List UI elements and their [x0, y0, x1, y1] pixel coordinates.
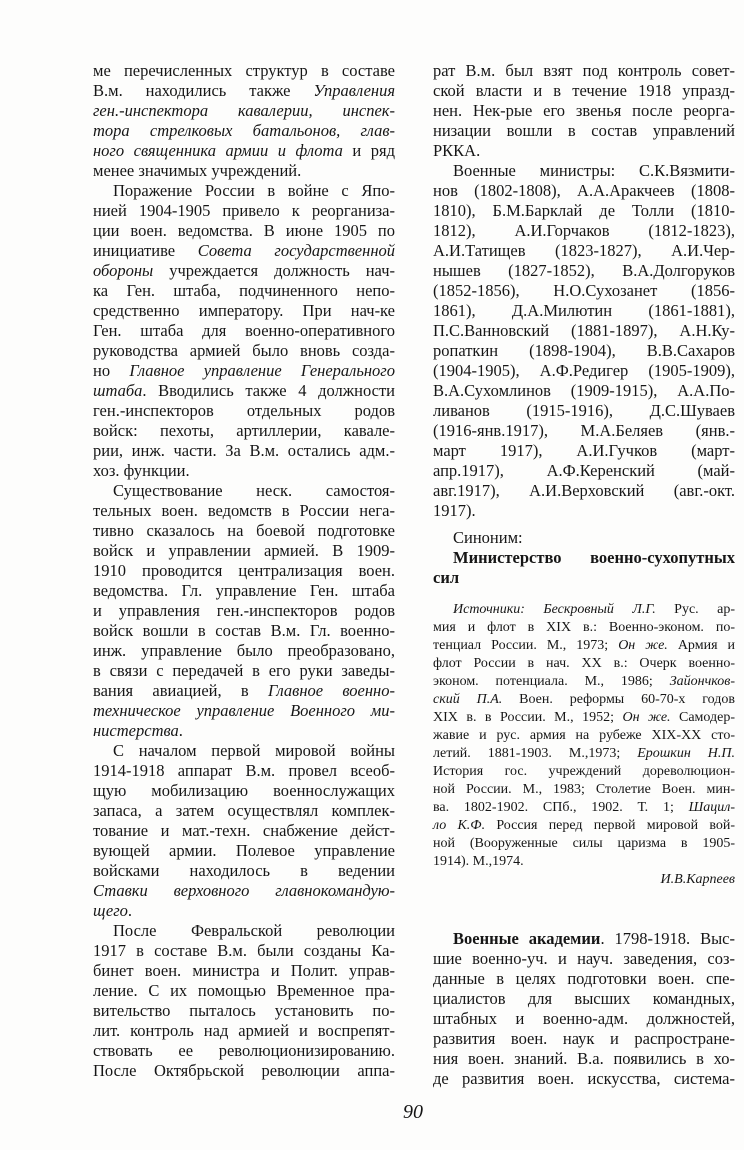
text-line: Синоним:	[453, 528, 523, 547]
text-line: Существование неск. самостоя-	[113, 481, 395, 500]
text-line: ропаткин (1898-1904), В.В.Сахаров	[433, 341, 735, 360]
text-line: летий. 1881-1903. М.,1973; Ерошкин Н.П.	[433, 746, 735, 761]
text-line: эконом. потенциала. М., 1986; Зайончков-	[433, 674, 735, 689]
text-line: бинет воен. министра и Полит. управ-	[93, 961, 395, 980]
text-line: (1916-янв.1917), М.А.Беляев (янв.-	[433, 421, 735, 440]
text-line: штабных и военно-адм. должностей,	[433, 1009, 735, 1028]
paragraph-author	[433, 871, 735, 889]
right-column	[433, 61, 735, 1089]
page-number: 90	[403, 1101, 423, 1123]
text-line: жавие и рус. армия на рубеже XIX-XX сто-	[433, 728, 735, 743]
text-line: 1861), Д.А.Милютин (1861-1881),	[433, 301, 735, 320]
text-line: тование и мат.-техн. снабжение дейст-	[93, 821, 395, 840]
text-line: де развития воен. искусства, система-	[433, 1069, 735, 1088]
text-line: рат В.м. был взят под контроль совет-	[433, 61, 735, 80]
text-line: войсками находилось в ведении	[93, 861, 395, 880]
text-line: Ставки верховного главнокомандую-	[93, 881, 395, 900]
text-line: ного священника армии и флота и ряд	[93, 141, 395, 160]
text-line: но Главное управление Генерального	[93, 361, 395, 380]
text-line: руководства армией было вновь созда-	[93, 341, 395, 360]
text-line: После Октябрьской революции аппа-	[93, 1061, 395, 1080]
text-line: рии, инж. части. За В.м. остались адм.-	[93, 441, 395, 460]
text-line: ния воен. знаний. В.а. появились в хо-	[433, 1049, 735, 1068]
paragraph-body	[433, 161, 735, 521]
text-line: Военные академии. 1798-1918. Выс-	[453, 929, 735, 948]
text-line: техническое управление Военного ми-	[93, 701, 395, 720]
paragraph-body	[93, 181, 395, 481]
text-line: Ген. штаба для военно-оперативного	[93, 321, 395, 340]
text-line: шие военно-уч. и науч. заведения, соз-	[433, 949, 735, 968]
text-line: А.И.Татищев (1823-1827), А.И.Чер-	[433, 241, 735, 260]
text-line: апр.1917), А.Ф.Керенский (май-	[433, 461, 735, 480]
text-line: в связи с передачей в его руки заведы-	[93, 661, 395, 680]
text-line: Министерство военно-сухопутных	[453, 548, 735, 567]
text-line: ген.-инспекторов отдельных родов	[93, 401, 395, 420]
text-line: С началом первой мировой войны	[113, 741, 395, 760]
paragraph-body	[93, 481, 395, 741]
text-line: войск: пехоты, артиллерии, кавале-	[93, 421, 395, 440]
text-line: ло К.Ф. Россия перед первой мировой вой-	[433, 818, 735, 833]
text-line: Военные министры: С.К.Вязмити-	[453, 161, 735, 180]
text-line: ва. 1802-1902. СПб., 1902. Т. 1; Шацил-	[433, 800, 735, 815]
text-line: тивно сказалось на боевой подготовке	[93, 521, 395, 540]
text-line: щего.	[93, 901, 133, 920]
paragraph-synonym	[433, 528, 735, 588]
text-line: ной России. М., 1983; Столетие Воен. мин-	[433, 782, 735, 797]
text-line: развития воен. наук и распростране-	[433, 1029, 735, 1048]
text-line: нистерства.	[93, 721, 183, 740]
text-line: сил	[433, 568, 460, 587]
text-line: ление. С их помощью Временное пра-	[93, 981, 395, 1000]
text-line: нышев (1827-1852), В.А.Долгоруков	[433, 261, 735, 280]
text-line: вующей армии. Полевое управление	[93, 841, 395, 860]
text-line: ливанов (1915-1916), Д.С.Шуваев	[433, 401, 735, 420]
text-line: тенциал России. М., 1973; Он же. Армия и	[433, 638, 736, 653]
paragraph-body	[93, 741, 395, 921]
text-line: март 1917), А.И.Гучков (март-	[433, 441, 735, 460]
text-line: флот России в нач. XX в.: Очерк военно-	[433, 656, 735, 671]
text-line: нов (1802-1808), А.А.Аракчеев (1808-	[433, 181, 735, 200]
text-line: В.А.Сухомлинов (1909-1915), А.А.По-	[433, 381, 735, 400]
text-line: войск и управлении армией. В 1909-	[93, 541, 395, 560]
text-line: хоз. функции.	[93, 461, 190, 480]
text-line: вительство пыталось установить по-	[93, 1001, 395, 1020]
text-line: 1917 в составе В.м. были созданы Ка-	[93, 941, 395, 960]
paragraph-sources	[433, 601, 735, 871]
text-line: ка Ген. штаба, подчиненного непо-	[93, 281, 395, 300]
text-line: авг.1917), А.И.Верховский (авг.-окт.	[433, 481, 735, 500]
text-line: ме перечисленных структур в составе	[93, 61, 395, 80]
paragraph-entry	[433, 929, 735, 1089]
text-line: 1910 проводится централизация воен.	[93, 561, 395, 580]
paragraph-body	[93, 61, 395, 181]
text-line: ной (Вооруженные силы царизма в 1905-	[433, 836, 735, 851]
text-line: 1914). М.,1974.	[433, 854, 524, 869]
text-line: циалистов для высших командных,	[433, 989, 735, 1008]
paragraph-body	[433, 61, 735, 161]
text-line: низации вошли в состав управлений	[433, 121, 735, 140]
text-line: запаса, а затем осуществлял комплек-	[93, 801, 395, 820]
text-line: войск вошли в состав В.м. Гл. военно-	[93, 621, 395, 640]
text-line: Источники: Бескровный Л.Г. Рус. ар-	[453, 602, 735, 617]
text-line: щую мобилизацию военнослужащих	[93, 781, 395, 800]
text-line: средственно императору. При нач-ке	[93, 301, 395, 320]
text-line: и управления ген.-инспекторов родов	[93, 601, 395, 620]
text-line: (1852-1856), Н.О.Сухозанет (1856-	[433, 281, 735, 300]
text-line: данные в целях подготовки воен. спе-	[433, 969, 735, 988]
text-line: ведомства. Гл. управление Ген. штаба	[93, 581, 395, 600]
text-line: инициативе Совета государственной	[93, 241, 396, 260]
text-line: 1812), А.И.Горчаков (1812-1823),	[433, 221, 735, 240]
text-line: 1917).	[433, 501, 476, 520]
text-line: тора стрелковых батальонов, глав-	[93, 121, 395, 140]
text-line: ции воен. ведомства. В июне 1905 по	[93, 221, 395, 240]
text-line: В.м. находились также Управления	[93, 81, 395, 100]
text-line: вания авиацией, в Главное военно-	[93, 681, 395, 700]
text-line: ствовать ее революционизированию.	[93, 1041, 395, 1060]
text-line: 1914-1918 аппарат В.м. провел всеоб-	[93, 761, 395, 780]
text-line: лит. контроль над армией и воспрепят-	[93, 1021, 395, 1040]
text-line: РККА.	[433, 141, 481, 160]
text-line: (1904-1905), А.Ф.Редигер (1905-1909),	[433, 361, 735, 380]
text-line: обороны учреждается должность нач-	[93, 261, 395, 280]
text-line: XIX в. в России. М., 1952; Он же. Самодер-	[433, 710, 736, 725]
text-line: После Февральской революции	[113, 921, 395, 940]
text-line: 1810), Б.М.Барклай де Толли (1810-	[433, 201, 735, 220]
text-line: П.С.Ванновский (1881-1897), А.Н.Ку-	[433, 321, 735, 340]
text-line: инж. управление было преобразовано,	[93, 641, 395, 660]
paragraph-body	[93, 921, 395, 1081]
text-line: менее значимых учреждений.	[93, 161, 302, 180]
text-line: тельных воен. ведомств в России нега-	[93, 501, 395, 520]
text-line: нен. Нек-рые его звенья после реорга-	[433, 101, 735, 120]
text-line: нией 1904-1905 привело к реорганиза-	[93, 201, 395, 220]
text-line: мия и флот в XIX в.: Военно-эконом. по-	[433, 620, 735, 635]
text-line: ский П.А. Воен. реформы 60-70-х годов	[433, 692, 735, 707]
text-line: Поражение России в войне с Япо-	[113, 181, 395, 200]
text-line: И.В.Карпеев	[660, 872, 735, 887]
text-line: ген.-инспектора кавалерии, инспек-	[93, 101, 395, 120]
text-line: История гос. учреждений дореволюцион-	[433, 764, 735, 779]
left-column	[93, 61, 395, 1081]
text-line: штаба. Вводились также 4 должности	[93, 381, 395, 400]
text-line: ской власти и в течение 1918 упразд-	[433, 81, 735, 100]
